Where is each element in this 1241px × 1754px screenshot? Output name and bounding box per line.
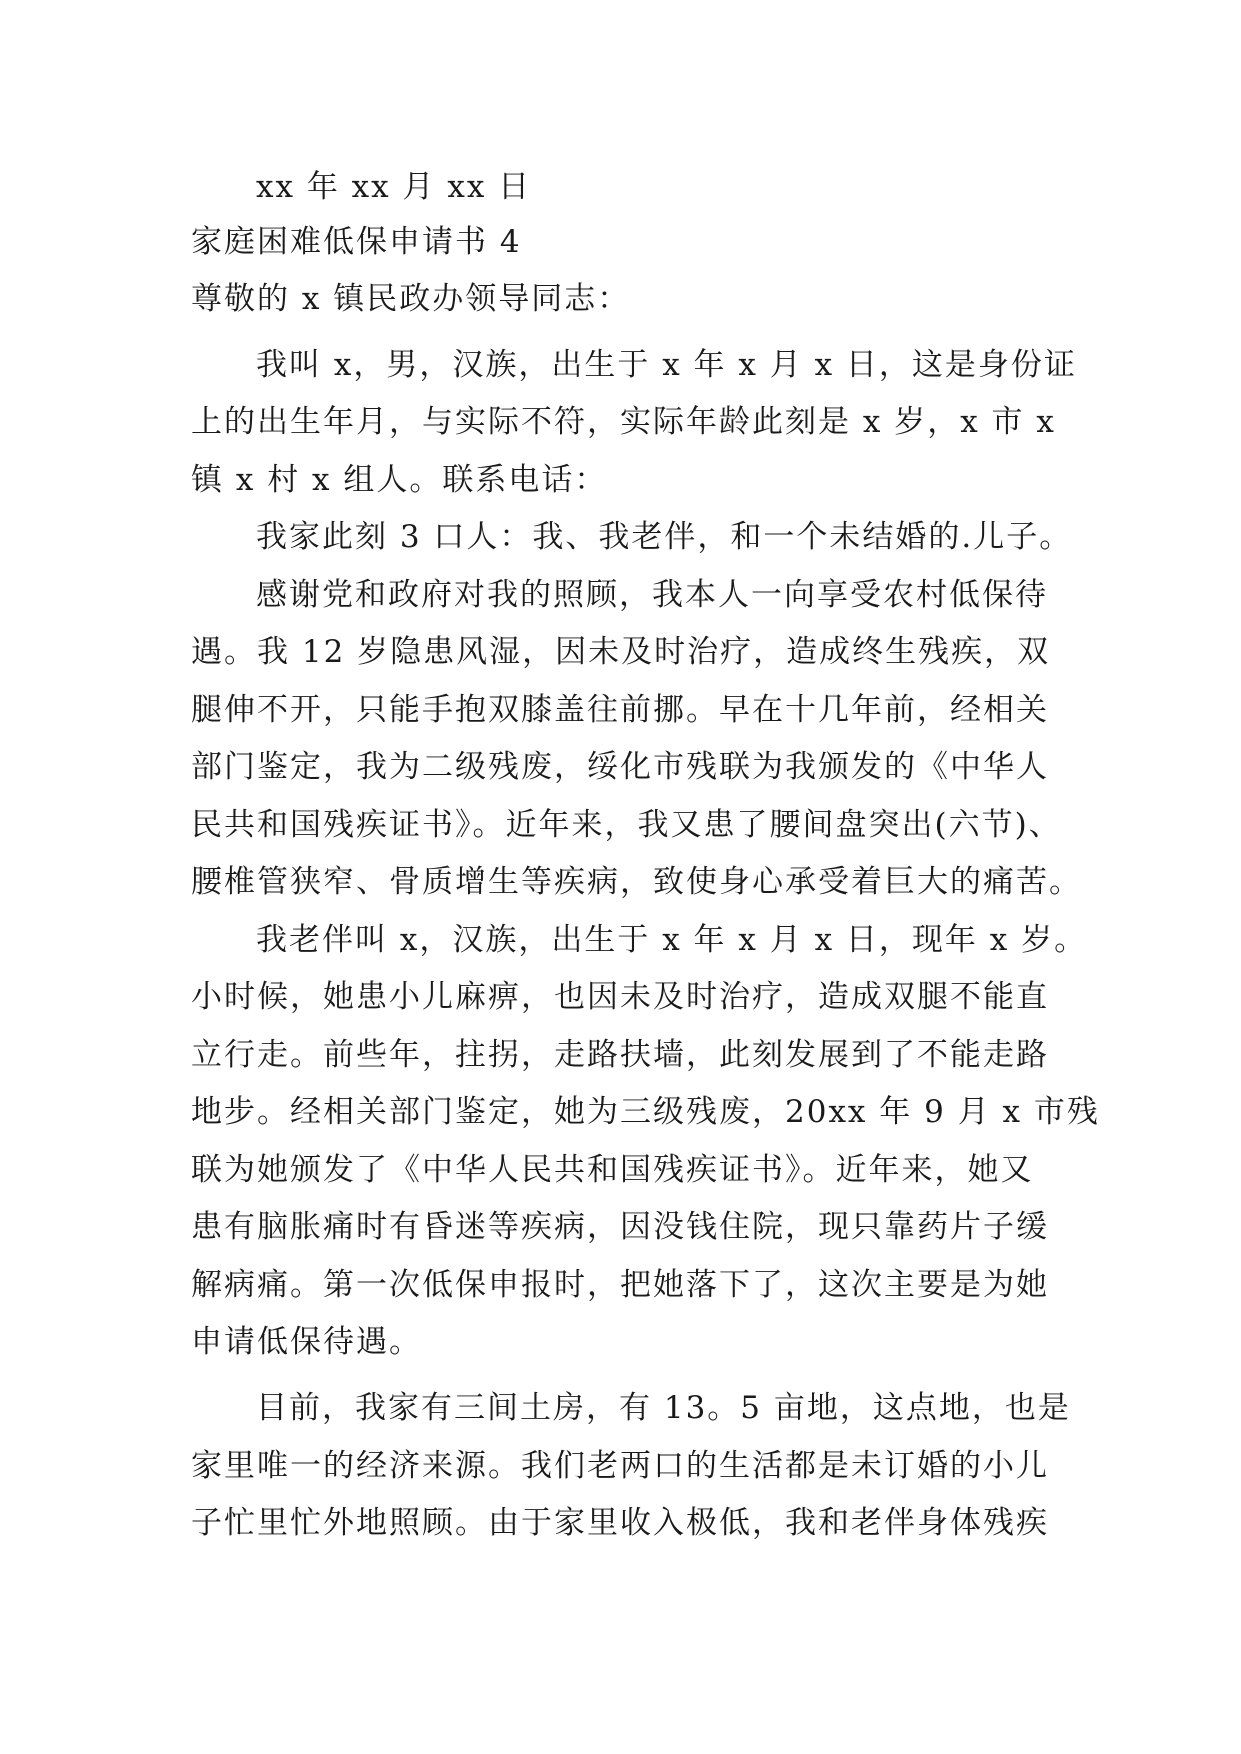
salutation: 尊敬的 x 镇民政办领导同志： bbox=[191, 281, 631, 317]
body-line: 镇 x 村 x 组人。联系电话： bbox=[191, 462, 608, 498]
body-line: 腰椎管狭窄、骨质增生等疾病，致使身心承受着巨大的痛苦。 bbox=[191, 864, 1082, 900]
body-line: 感谢党和政府对我的照顾，我本人一向享受农村低保待 bbox=[256, 577, 1048, 613]
body-line: 子忙里忙外地照顾。由于家里收入极低，我和老伴身体残疾 bbox=[191, 1505, 1049, 1541]
body-line: 申请低保待遇。 bbox=[191, 1324, 422, 1360]
body-line: 联为她颁发了《中华人民共和国残疾证书》。近年来，她又 bbox=[191, 1152, 1034, 1188]
date-line: xx 年 xx 月 xx 日 bbox=[256, 169, 532, 205]
body-line: 遇。我 12 岁隐患风湿，因未及时治疗，造成终生残疾，双 bbox=[191, 634, 1051, 670]
body-line: 患有脑胀痛时有昏迷等疾病，因没钱住院，现只靠药片子缓 bbox=[191, 1209, 1049, 1245]
body-line: 我老伴叫 x，汉族，出生于 x 年 x 月 x 日，现年 x 岁。 bbox=[256, 922, 1088, 958]
document-title: 家庭困难低保申请书 4 bbox=[191, 224, 522, 260]
body-line: 部门鉴定，我为二级残废，绥化市残联为我颁发的《中华人 bbox=[191, 749, 1049, 785]
body-line: 小时候，她患小儿麻痹，也因未及时治疗，造成双腿不能直 bbox=[191, 979, 1049, 1015]
body-line: 立行走。前些年，拄拐，走路扶墙，此刻发展到了不能走路 bbox=[191, 1037, 1049, 1073]
body-line: 我叫 x，男，汉族，出生于 x 年 x 月 x 日，这是身份证 bbox=[256, 347, 1077, 383]
body-line: 目前，我家有三间土房，有 13。5 亩地，这点地，也是 bbox=[256, 1390, 1071, 1426]
body-line: 民共和国残疾证书》。近年来，我又患了腰间盘突出(六节)、 bbox=[191, 807, 1062, 843]
body-line: 家里唯一的经济来源。我们老两口的生活都是未订婚的小儿 bbox=[191, 1448, 1049, 1484]
body-line: 解病痛。第一次低保申报时，把她落下了，这次主要是为她 bbox=[191, 1267, 1049, 1303]
body-line: 地步。经相关部门鉴定，她为三级残废，20xx 年 9 月 x 市残 bbox=[191, 1094, 1100, 1130]
body-line: 上的出生年月，与实际不符，实际年龄此刻是 x 岁，x 市 x bbox=[191, 404, 1056, 440]
body-line: 我家此刻 3 口人：我、我老伴，和一个未结婚的.儿子。 bbox=[256, 519, 1073, 555]
body-line: 腿伸不开，只能手抱双膝盖往前挪。早在十几年前，经相关 bbox=[191, 692, 1049, 728]
